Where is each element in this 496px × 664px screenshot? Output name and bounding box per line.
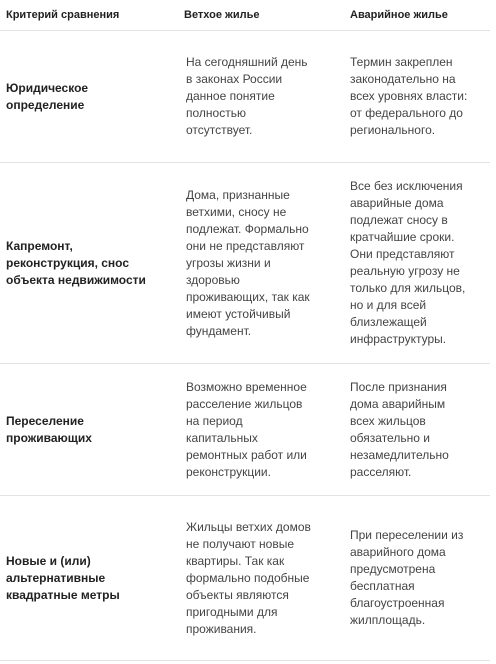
emergency-text: Термин закреплен законодательно на всех уровнях власти: от федерального до регионального.: [350, 55, 468, 137]
dilapidated-cell: [172, 31, 336, 163]
table-row: [0, 364, 490, 496]
header-dilapidated-housing: Ветхое жилье: [172, 0, 336, 31]
header-emergency-housing: Аварийное жилье: [336, 0, 490, 31]
criterion-cell: Капремонт, реконструкция, снос объекта недвижимости: [0, 163, 172, 364]
dilapidated-cell: [172, 163, 336, 364]
dilapidated-cell: [172, 364, 336, 496]
emergency-text: После признания дома аварийным всех жильцов обязательно и незамедлительно расселяют.: [350, 379, 449, 479]
dilapidated-text: Жильцы ветхих домов не получают новые квартиры. Так как формально подобные объекты являются пригодными для проживания.: [186, 519, 311, 636]
emergency-cell: [336, 364, 490, 496]
table-header-row: [0, 0, 490, 31]
emergency-cell: [336, 496, 490, 661]
criterion-cell: Переселение проживающих: [0, 364, 172, 496]
table-row: [0, 31, 490, 163]
header-criterion: Критерий сравнения: [0, 0, 172, 31]
criterion-cell: Юридическое определение: [0, 31, 172, 163]
emergency-text: При переселении из аварийного дома предусмотрена бесплатная благоустроенная жилплощадь.: [350, 528, 464, 627]
dilapidated-text: Возможно временное расселение жильцов на период капитальных ремонтных работ или реконструкции.: [186, 379, 307, 479]
table-row: [0, 163, 490, 364]
criterion-cell: Новые и (или) альтернативные квадратные метры: [0, 496, 172, 661]
dilapidated-cell: [172, 496, 336, 661]
emergency-text: Все без исключения аварийные дома подлежат сносу в кратчайшие сроки. Они представляют реальную угрозу не только для жильцов, но и для всей близлежащей инфраструктуры.: [350, 179, 466, 346]
dilapidated-text: Дома, признанные ветхими, сносу не подлежат. Формально они не представляют угрозы жизни и здоровью проживающих, так как имеют устойчивый фундамент.: [186, 187, 310, 338]
table-row: [0, 496, 490, 661]
emergency-cell: [336, 31, 490, 163]
emergency-cell: [336, 163, 490, 364]
dilapidated-text: На сегодняшний день в законах России данное понятие полностью отсутствует.: [186, 55, 308, 137]
